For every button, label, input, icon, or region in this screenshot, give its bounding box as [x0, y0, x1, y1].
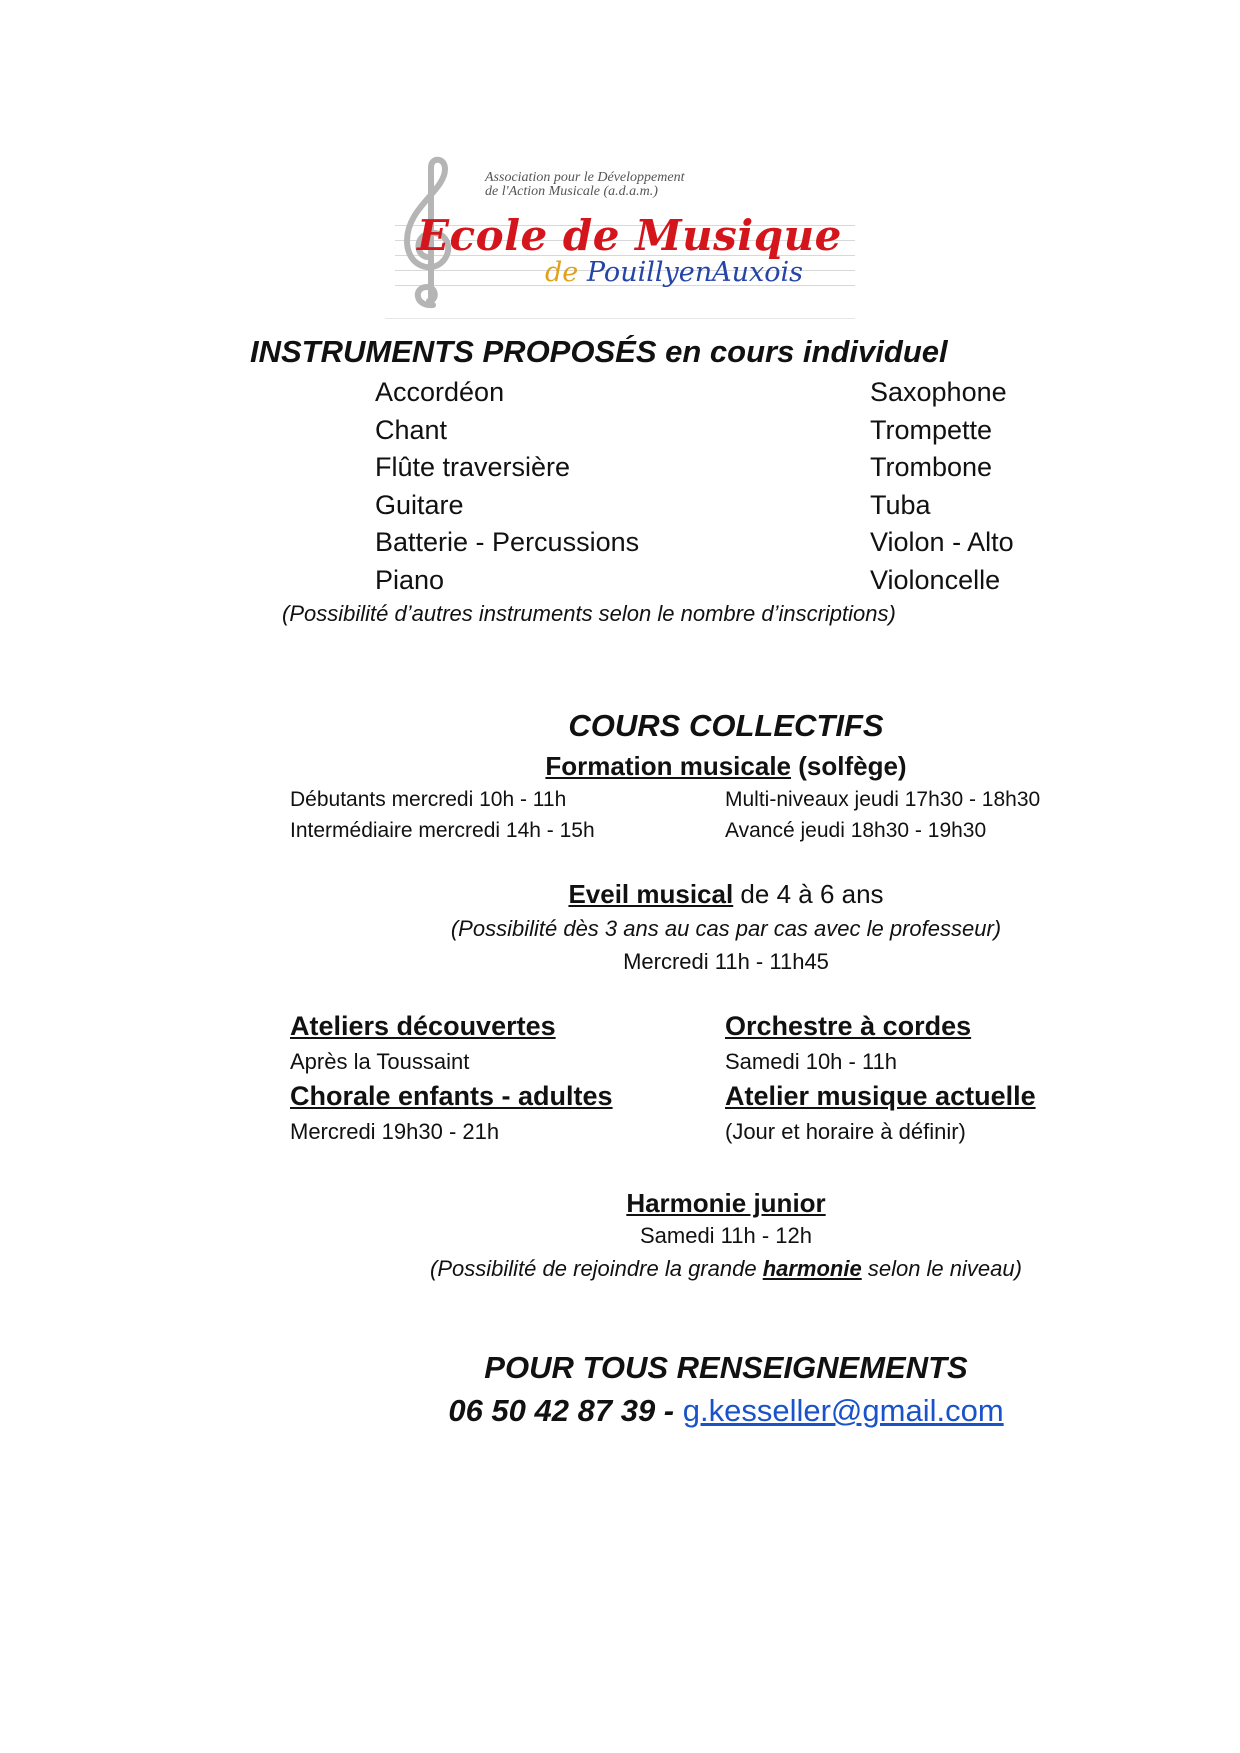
list-item: Batterie - Percussions	[375, 527, 640, 557]
association-name: Association pour le Développement de l'Action Musicale (a.d.a.m.)	[485, 170, 685, 199]
ateliers-text: Après la Toussaint	[290, 1049, 470, 1074]
list-item: Accordéon	[375, 377, 505, 407]
eveil-note: (Possibilité dès 3 ans au cas par cas avec le professeur)	[450, 916, 1002, 941]
chorale-text: Mercredi 19h30 - 21h	[290, 1119, 500, 1144]
logo-title: Ecole de Musique	[417, 211, 842, 260]
list-item: Trompette	[870, 414, 993, 445]
eveil-musical-heading: Eveil musical de 4 à 6 ans	[568, 879, 884, 909]
harmonie-junior-heading: Harmonie junior	[626, 1188, 826, 1218]
contact-heading: POUR TOUS RENSEIGNEMENTS	[484, 1350, 968, 1385]
schedule-item: Avancé jeudi 18h30 - 19h30	[725, 819, 987, 842]
list-item: Violoncelle	[870, 564, 1001, 595]
instruments-list-right	[870, 374, 1014, 599]
formation-musicale-heading: Formation musicale (solfège)	[545, 751, 907, 781]
list-item: Tuba	[870, 489, 931, 520]
harmonie-time: Samedi 11h - 12h	[639, 1223, 813, 1248]
schedule-item: Intermédiaire mercredi 14h - 15h	[290, 819, 595, 842]
list-item: Saxophone	[870, 377, 1007, 407]
ateliers-heading: Ateliers découvertes	[290, 1011, 556, 1041]
email-link[interactable]: g.kesseller@gmail.com	[682, 1393, 1004, 1428]
harmonie-note: (Possibilité de rejoindre la grande harmonie selon le niveau)	[430, 1256, 1022, 1281]
schedule-item: Débutants mercredi 10h - 11h	[290, 788, 567, 811]
phone-number: 06 50 42 87 39 -	[448, 1393, 683, 1428]
list-item: Violon - Alto	[870, 527, 1014, 557]
school-logo	[385, 155, 855, 315]
list-item: Piano	[375, 564, 445, 595]
schedule-item: Multi-niveaux jeudi 17h30 - 18h30	[725, 788, 1041, 811]
formation-schedule-left	[290, 784, 595, 846]
musique-actuelle-text: (Jour et horaire à définir)	[725, 1119, 966, 1144]
eveil-time: Mercredi 11h - 11h45	[623, 949, 829, 974]
logo-subtitle: de PouillyenAuxois	[545, 257, 803, 288]
list-item: Flûte traversière	[375, 452, 571, 482]
divider	[385, 318, 855, 319]
instruments-list-left	[375, 374, 639, 599]
orchestre-heading: Orchestre à cordes	[725, 1011, 972, 1041]
instruments-note: (Possibilité d’autres instruments selon le nombre d’inscriptions)	[282, 601, 896, 626]
musique-actuelle-heading: Atelier musique actuelle	[725, 1081, 1036, 1111]
list-item: Trombone	[870, 452, 993, 482]
chorale-heading: Chorale enfants - adultes	[290, 1081, 613, 1111]
list-item: Guitare	[375, 489, 464, 520]
formation-schedule-right	[725, 784, 1040, 846]
contact-line	[0, 1393, 1240, 1429]
list-item: Chant	[375, 414, 448, 445]
instruments-heading: INSTRUMENTS PROPOSÉS en cours individuel	[250, 334, 948, 369]
orchestre-text: Samedi 10h - 11h	[725, 1049, 898, 1074]
collectifs-heading: COURS COLLECTIFS	[568, 708, 884, 743]
